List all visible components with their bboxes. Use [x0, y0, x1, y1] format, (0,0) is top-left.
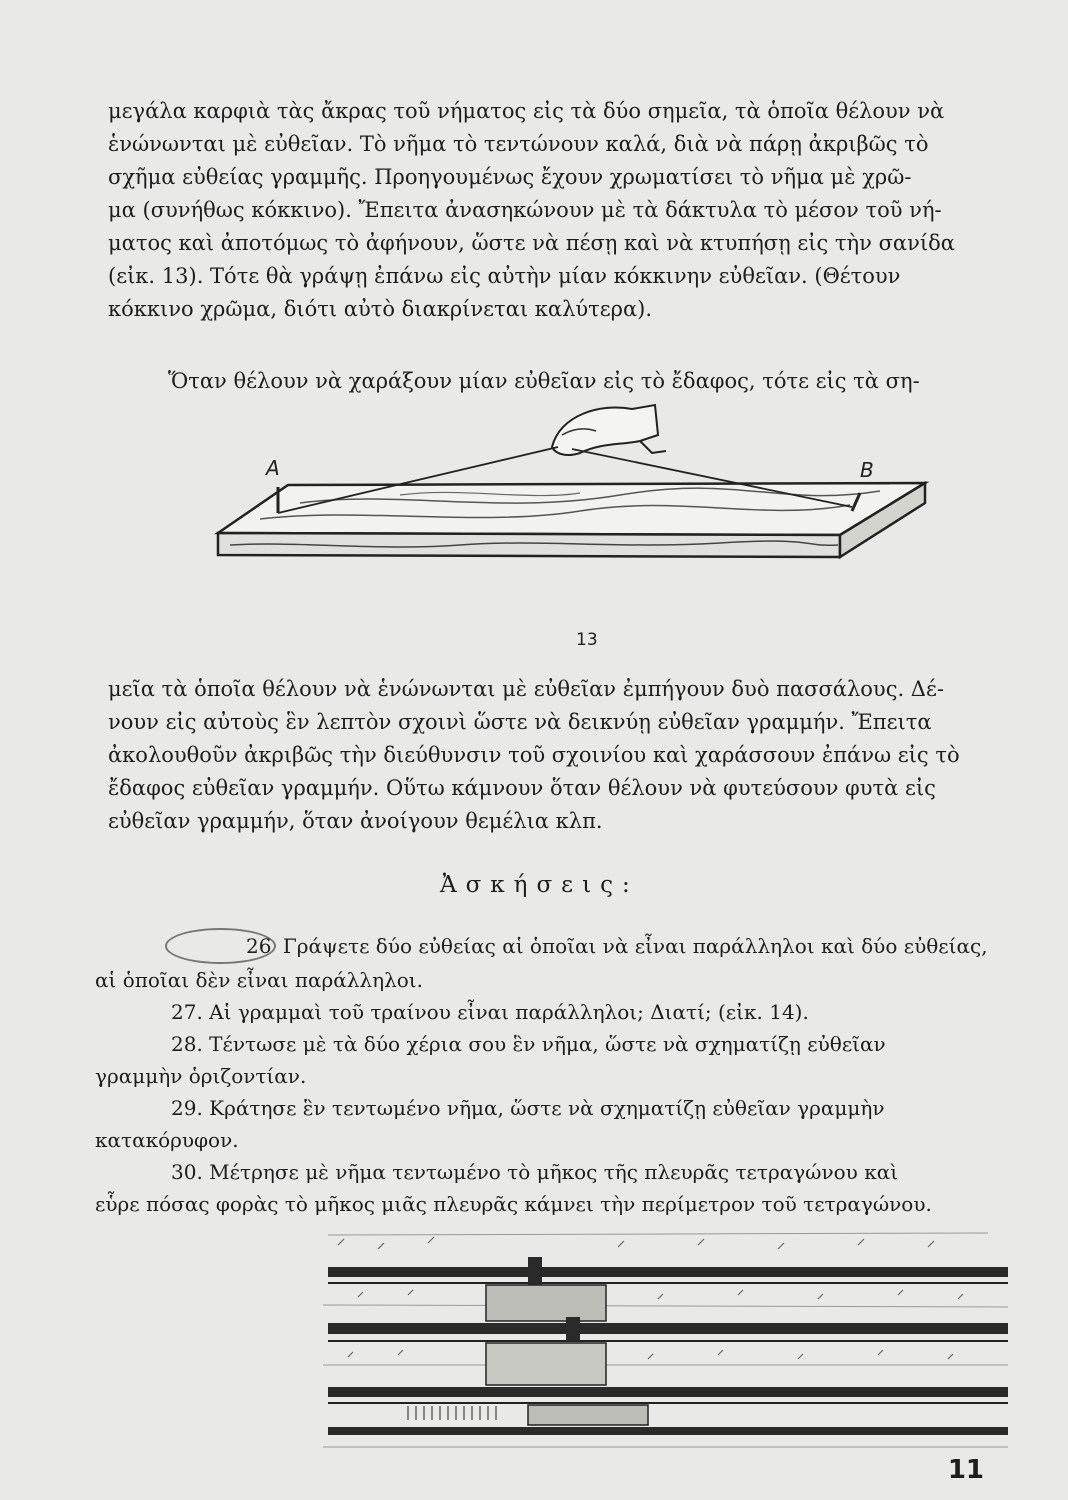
exercise-item [95, 928, 1007, 964]
label-a: A [266, 456, 280, 480]
exercise-continuation: κατακόρυφον. [95, 1128, 239, 1152]
exercise-number: 29. [171, 1096, 203, 1120]
text-line: κόκκινο χρῶμα, διότι αὐτὸ διακρίνεται καλύτερα). [108, 297, 653, 321]
exercise-text: Αἱ γραμμαὶ τοῦ τραίνου εἶναι παράλληλοι; Διατί; (εἰκ. 14). [209, 1000, 809, 1024]
exercise-number: 28. [171, 1032, 203, 1056]
exercise-number-circled: 26 [165, 928, 276, 964]
text-line: ἀκολουθοῦν ἀκριβῶς τὴν διεύθυνσιν τοῦ σχοινίου καὶ χαράσσουν ἐπάνω εἰς τὸ [108, 743, 960, 767]
text-line: σχῆμα εὐθείας γραμμῆς. Προηγουμένως ἔχουν χρωματίσει τὸ νῆμα μὲ χρῶ- [108, 165, 912, 189]
figure-14-railway-illustration [318, 1215, 1018, 1460]
exercise-continuation: αἱ ὁποῖαι δὲν εἶναι παράλληλοι. [95, 968, 423, 992]
text-line: (εἰκ. 13). Τότε θὰ γράψῃ ἐπάνω εἰς αὐτὴν μίαν κόκκινην εὐθεῖαν. (Θέτουν [108, 264, 901, 288]
exercise-text: Μέτρησε μὲ νῆμα τεντωμένο τὸ μῆκος τῆς πλευρᾶς τετραγώνου καὶ [209, 1160, 899, 1184]
exercise-text: Γράψετε δύο εὐθείας αἱ ὁποῖαι νὰ εἶναι παράλληλοι καὶ δύο εὐθείας, [282, 934, 988, 958]
exercise-number: 27. [171, 1000, 203, 1024]
exercise-text: Κράτησε ἓν τεντωμένο νῆμα, ὥστε νὰ σχηματίζῃ εὐθεῖαν γραμμὴν [209, 1096, 885, 1120]
paragraph-ground-line [108, 673, 1008, 838]
exercises-heading: Ἀσκήσεις: [440, 872, 639, 898]
exercises-list [95, 928, 1007, 1220]
text-line: εὐθεῖαν γραμμήν, ὅταν ἀνοίγουν θεμέλια κλπ. [108, 809, 603, 833]
paragraph-ground-line-start [108, 365, 1008, 398]
text-line: μεῖα τὰ ὁποῖα θέλουν νὰ ἑνώνωνται μὲ εὐθεῖαν ἐμπήγουν δυὸ πασσάλους. Δέ- [108, 677, 944, 701]
text-line: μα (συνήθως κόκκινο). Ἔπειτα ἀνασηκώνουν μὲ τὰ δάκτυλα τὸ μέσον τοῦ νή- [108, 198, 942, 222]
label-b: B [860, 458, 874, 482]
figure-13-board-illustration [200, 395, 940, 575]
text-line: ἔδαφος εὐθεῖαν γραμμήν. Οὕτω κάμνουν ὅταν θέλουν νὰ φυτεύσουν φυτὰ εἰς [108, 776, 936, 800]
exercise-item [95, 1092, 1007, 1124]
text-line: ματος καὶ ἀποτόμως τὸ ἀφήνουν, ὥστε νὰ πέσῃ καὶ νὰ κτυπήσῃ εἰς τὴν σανίδα [108, 231, 955, 255]
figure-13-caption: 13 [576, 630, 598, 650]
exercise-item [95, 1156, 1007, 1188]
page-number: 11 [947, 1455, 984, 1485]
text-line: ἑνώνωνται μὲ εὐθεῖαν. Τὸ νῆμα τὸ τεντώνουν καλά, διὰ νὰ πάρῃ ἀκριβῶς τὸ [108, 132, 929, 156]
exercise-number: 30. [171, 1160, 203, 1184]
exercise-item [95, 996, 1007, 1028]
text-line: Ὅταν θέλουν νὰ χαράξουν μίαν εὐθεῖαν εἰς τὸ ἔδαφος, τότε εἰς τὰ ση- [168, 369, 920, 393]
paragraph-chalk-line [108, 95, 1008, 326]
text-line: μεγάλα καρφιὰ τὰς ἄκρας τοῦ νήματος εἰς τὰ δύο σημεῖα, τὰ ὁποῖα θέλουν νὰ [108, 99, 945, 123]
exercise-continuation: γραμμὴν ὁριζοντίαν. [95, 1064, 307, 1088]
exercise-text: Τέντωσε μὲ τὰ δύο χέρια σου ἓν νῆμα, ὥστε νὰ σχηματίζῃ εὐθεῖαν [209, 1032, 886, 1056]
exercise-item [95, 1028, 1007, 1060]
exercise-continuation: εὗρε πόσας φορὰς τὸ μῆκος μιᾶς πλευρᾶς κάμνει τὴν περίμετρον τοῦ τετραγώνου. [95, 1192, 932, 1216]
text-line: νουν εἰς αὐτοὺς ἓν λεπτὸν σχοινὶ ὥστε νὰ δεικνύῃ εὐθεῖαν γραμμήν. Ἔπειτα [108, 710, 932, 734]
